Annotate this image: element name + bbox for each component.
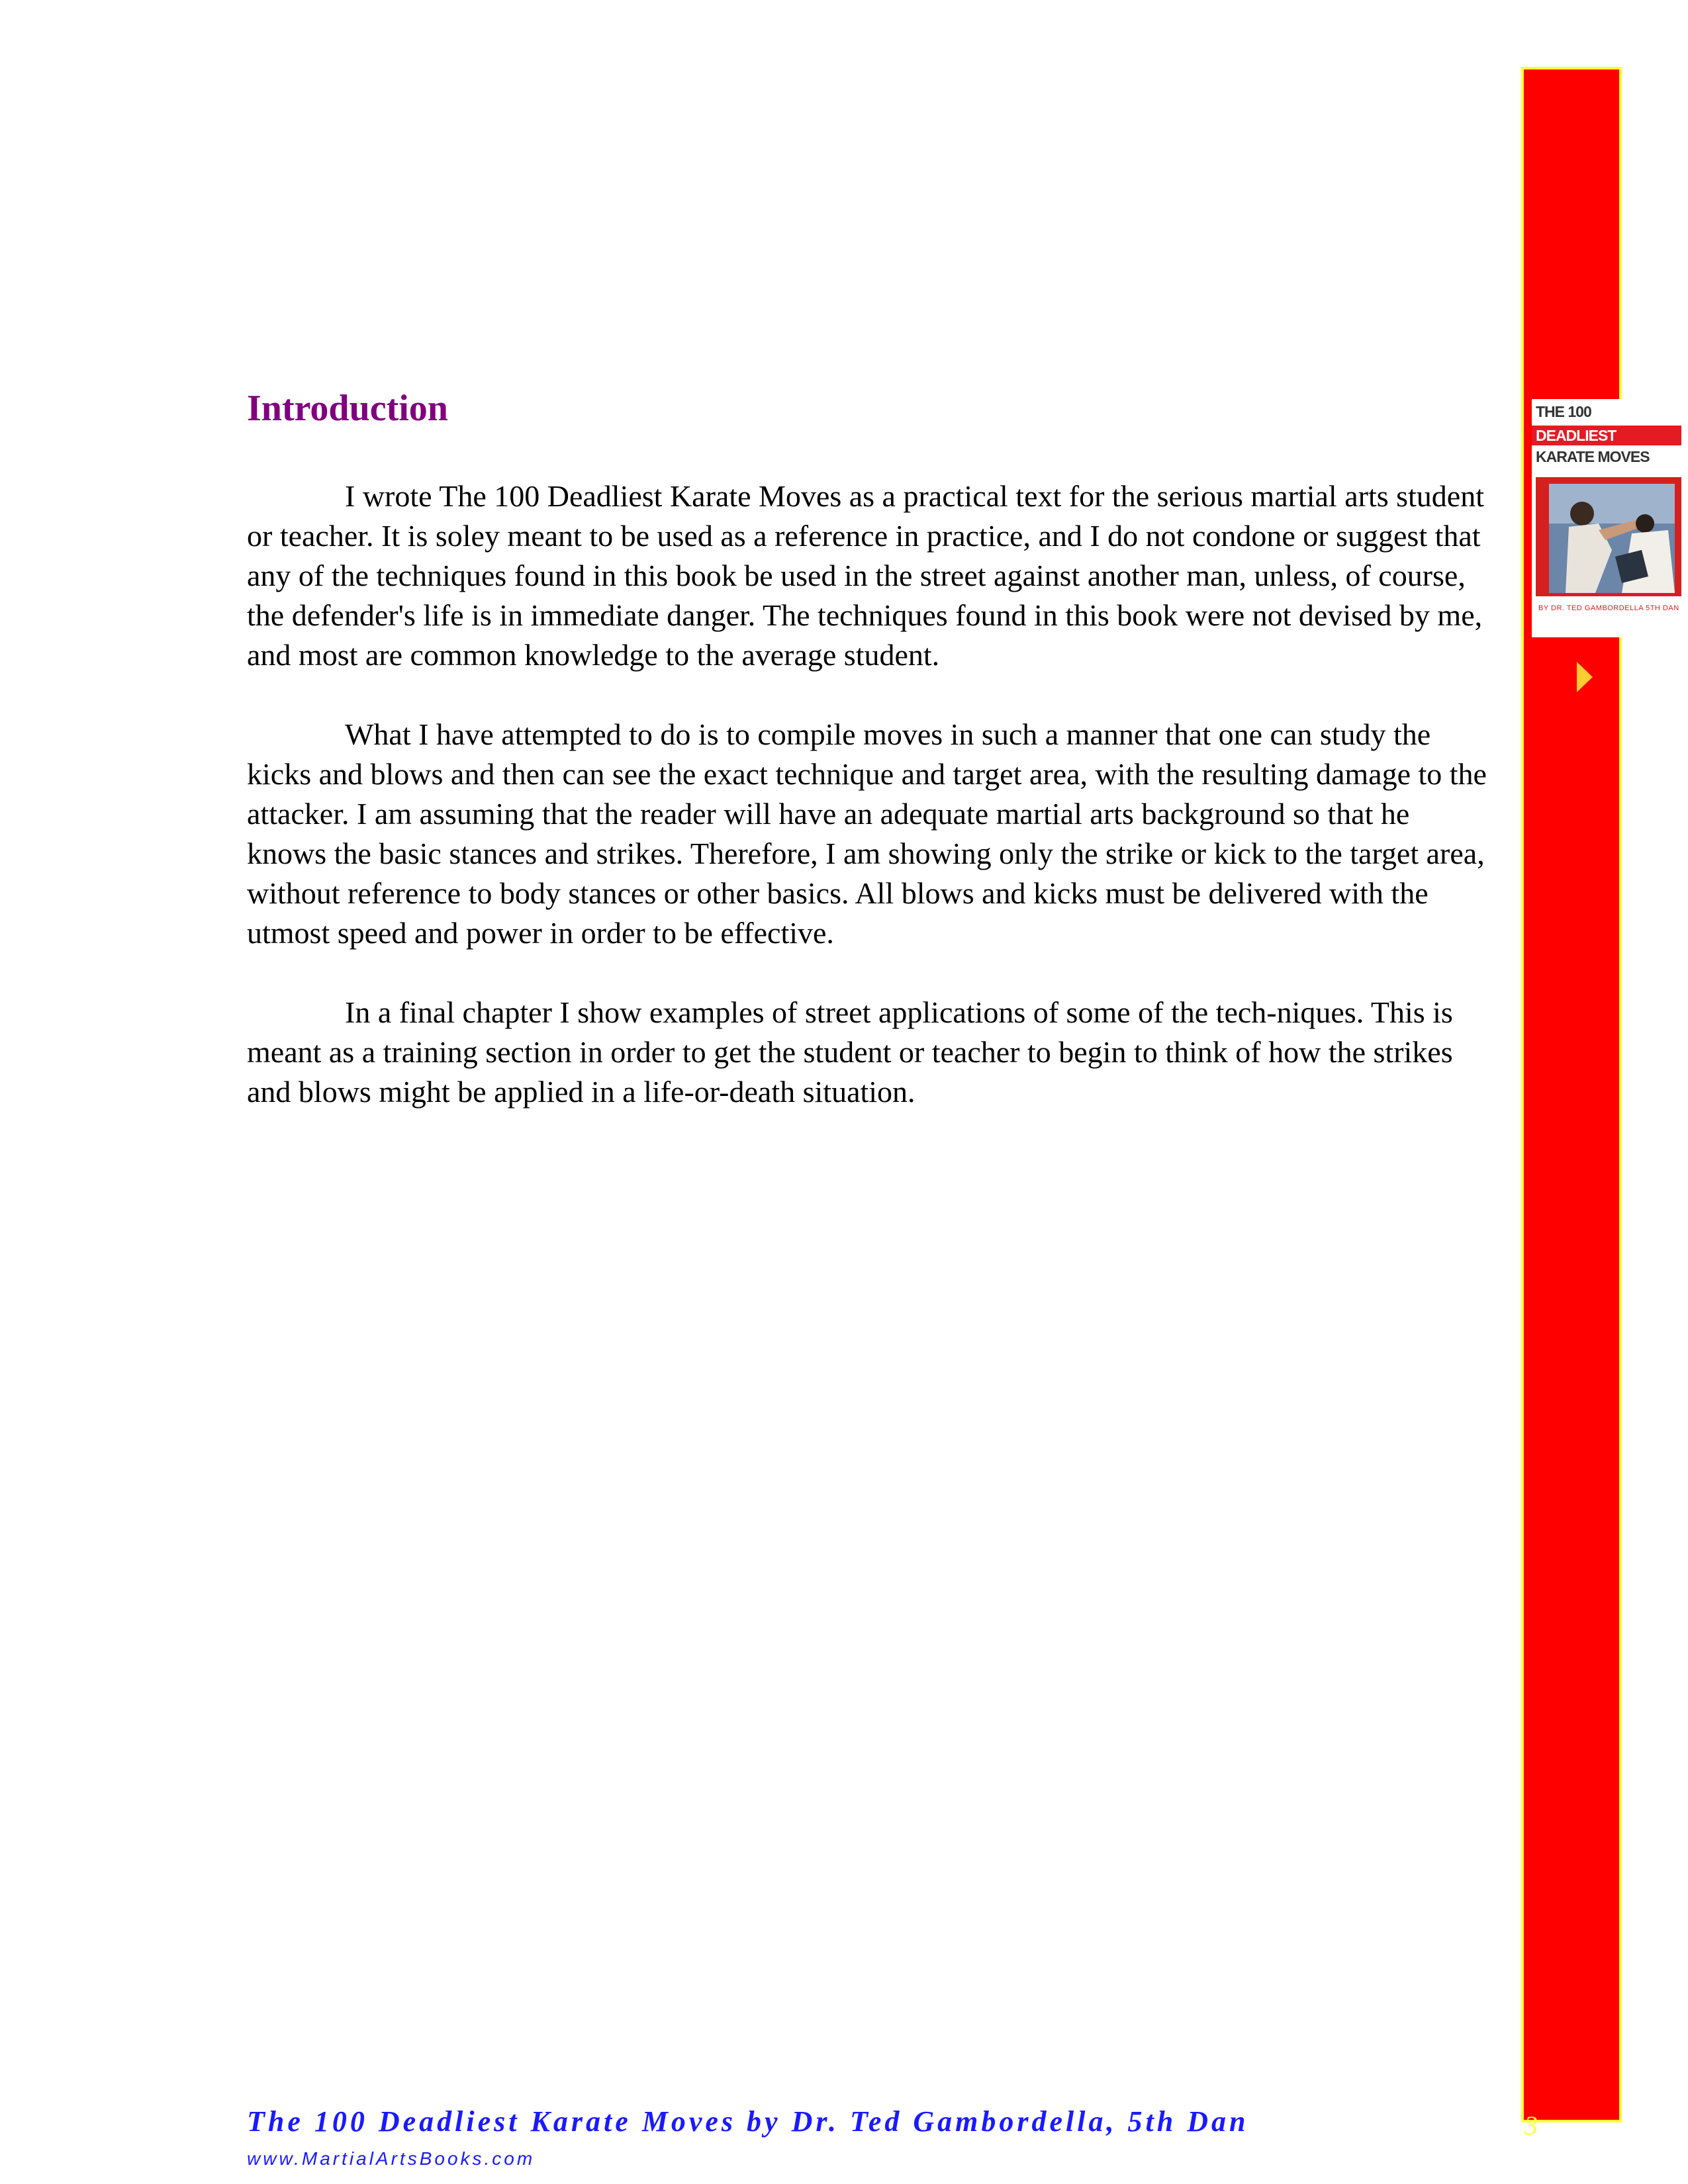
paragraph [247, 715, 1491, 953]
paragraph-text: In a final chapter I show examples of street applications of some of the tech-niques. This is meant as a training section in order to get the student or teacher to begin to think of how the strikes and blows might be applied in a life-or-death situation. [247, 995, 1453, 1109]
next-page-arrow-icon[interactable] [1577, 662, 1593, 692]
cover-title-line-3: KARATE MOVES [1536, 448, 1650, 465]
body-text [247, 477, 1491, 1152]
cover-title-line-1: THE 100 [1536, 403, 1591, 420]
cover-photo [1536, 477, 1681, 596]
paragraph [247, 477, 1491, 675]
page-number: 3 [1524, 2111, 1538, 2140]
paragraph [247, 993, 1491, 1112]
red-sidebar [1521, 67, 1622, 2122]
cover-author: BY DR. TED GAMBORDELLA 5TH DAN [1538, 604, 1679, 612]
fighters-photo-icon [1536, 477, 1681, 596]
paragraph-text: What I have attempted to do is to compile moves in such a manner that one can study the kicks and blows and then can see the exact technique and target area, with the resulting damage to the attacker. I am assuming that the reader will have an adequate martial arts background so that he knows the basic stances and strikes. Therefore, I am showing only the strike or kick to the target area, without reference to body stances or other basics. All blows and kicks must be delivered with the utmost speed and power in order to be effective. [247, 717, 1487, 950]
footer-book-title: The 100 Deadliest Karate Moves by Dr. Ted Gambordella, 5th Dan [247, 2105, 1249, 2138]
footer-website-link[interactable]: www.MartialArtsBooks.com [247, 2148, 536, 2169]
book-cover-thumbnail[interactable] [1532, 399, 1681, 637]
section-heading: Introduction [247, 388, 448, 429]
paragraph-text: I wrote The 100 Deadliest Karate Moves as a practical text for the serious martial arts student or teacher. It is soley meant to be used as a reference in practice, and I do not condone or suggest that any of the techniques found in this book be used in the street against another man, unless, of course, the defender's life is in immediate danger. The techniques found in this book were not devised by me, and most are common knowledge to the average student. [247, 479, 1485, 672]
cover-title-line-2: DEADLIEST [1536, 427, 1617, 444]
